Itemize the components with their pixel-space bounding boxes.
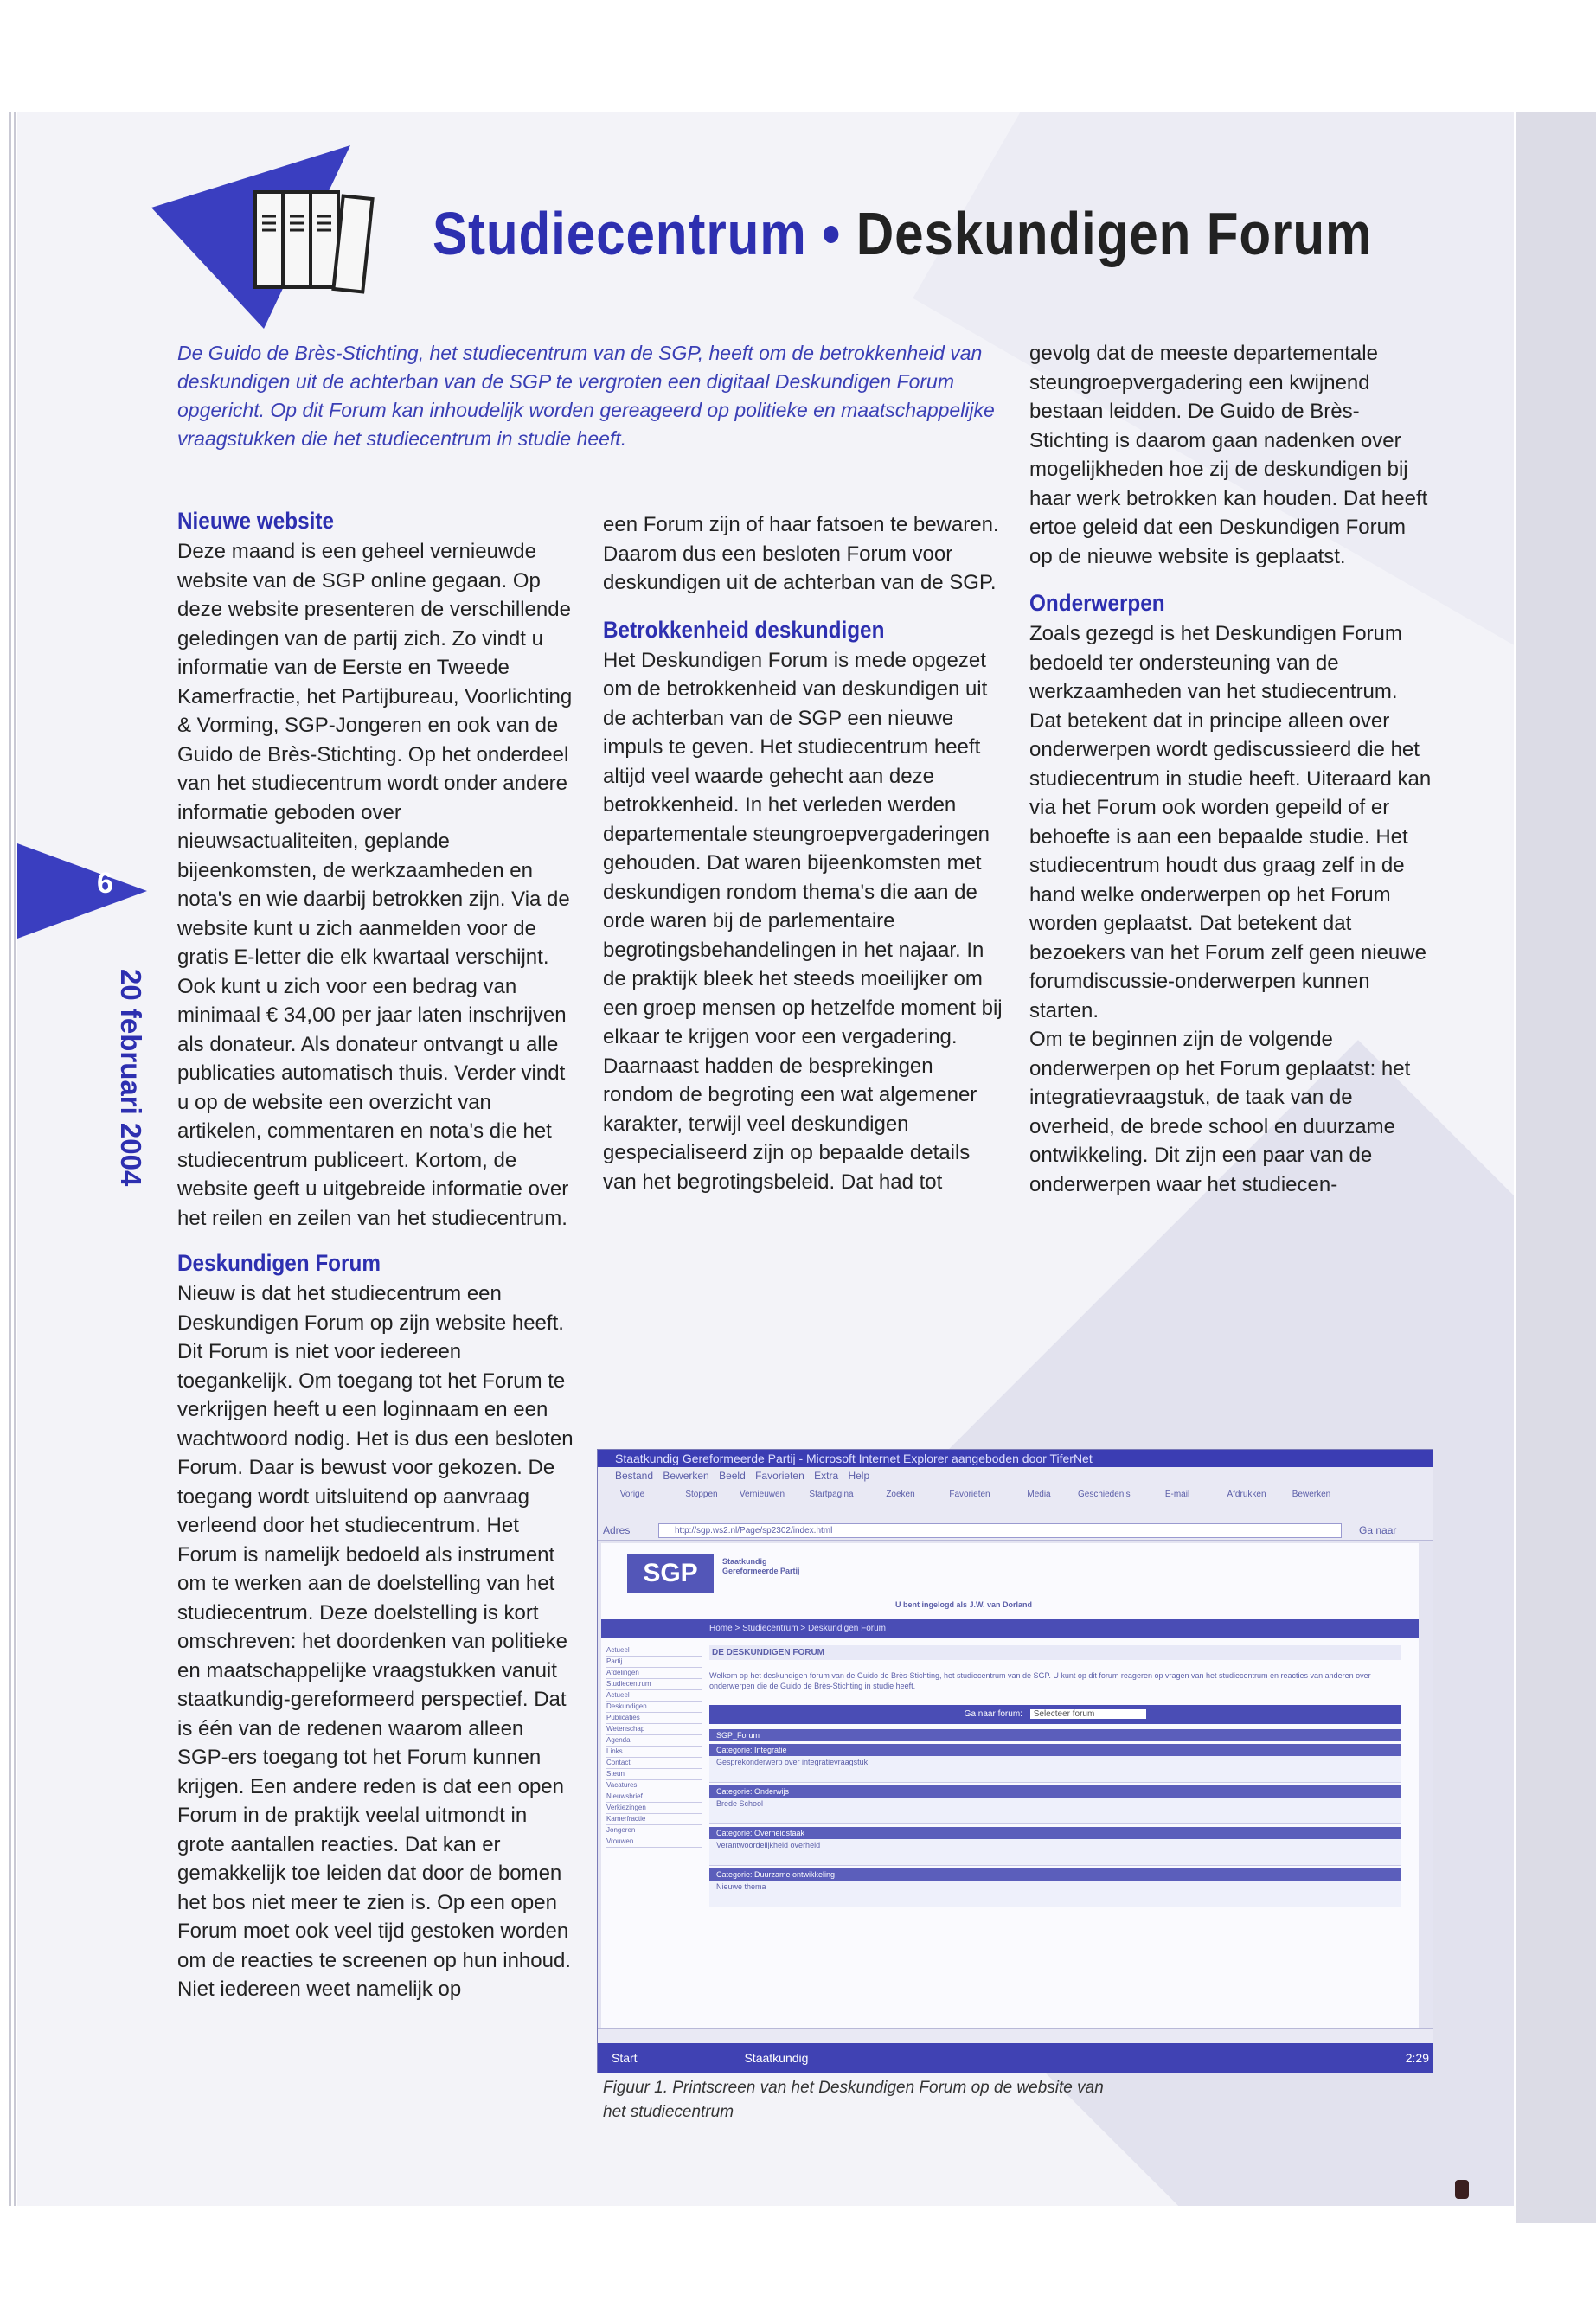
page-edge [9,112,11,2206]
forum-category: Categorie: Overheidstaak [709,1827,1401,1839]
start-button: Start [612,2051,638,2065]
forum-heading: DE DESKUNDIGEN FORUM [709,1645,1401,1660]
column-3 [1029,339,1432,1199]
forum-topic: Brede School [709,1798,1401,1824]
forum-category: Categorie: Duurzame ontwikkeling [709,1868,1401,1881]
forum-topic: Verantwoordelijkheid overheid [709,1839,1401,1866]
sidebar-item: Actueel [606,1645,702,1657]
toolbar-label: Favorieten [949,1490,990,1499]
title-bullet: • [822,200,842,267]
paragraph: Het Deskundigen Forum is mede opgezet om de betrokkenheid van deskundigen uit de achterban van de SGP een nieuwe impuls te geven. Het studiecentrum heeft altijd veel waarde gehecht aan deze betrokkenheid. In het verleden werden departementale steungroepvergaderingen gehouden. Dat waren bijeenkomsten met deskundigen rondom thema's die aan de orde waren bij de parlementaire begrotingsbehandelingen in het najaar. In de praktijk bleek het steeds moeilijker om een groep mensen op hetzelfde moment bij elkaar te krijgen voor een vergadering. Daarnaast hadden de besprekingen rondom de begroting een wat algemener karakter, terwijl veel deskundigen gespecialiseerd zijn op bepaalde details van het begrotingsbeleid. Dat had tot [603,648,1003,1194]
sgp-logo: SGP [627,1554,714,1593]
toolbar-label: Geschiedenis [1078,1490,1131,1499]
paragraph: Zoals gezegd is het Deskundigen Forum bedoeld ter ondersteuning van de werkzaamheden van het studiecentrum. Dat betekent dat in principe alleen over onderwerpen wordt gediscussieerd die het studiecentrum in studie heeft. Uiteraard kan via het Forum ook worden gepeild of er behoefte is aan een bepaalde studie. Het studiecentrum houdt dus graag zelf in de hand welke onderwerpen op het Forum worden geplaatst. Dat betekent dat bezoekers van het Forum zelf geen nieuwe forumdiscussie-onderwerpen kunnen starten. [1029,622,1432,1022]
title-part-2: Deskundigen Forum [856,200,1373,267]
forum-topic: Gesprekonderwerp over integratievraagstuk [709,1756,1401,1783]
page-edge [14,112,16,2206]
sidebar-item: Vrouwen [606,1836,702,1848]
sidebar-item: Jongeren [606,1825,702,1836]
next-page-edge [1516,112,1596,2223]
goto-forum-bar [709,1705,1401,1724]
issue-date-text: 20 februari 2004 [115,969,147,1187]
toolbar-label: Vernieuwen [739,1490,785,1499]
sidebar-item: Nieuwsbrief [606,1791,702,1803]
sidebar-item: Deskundigen [606,1702,702,1713]
page-number: 6 [97,867,113,900]
forum-screenshot-figure [597,1449,1433,2073]
taskbar-clock: 2:29 [1405,2051,1429,2065]
toolbar-label: Startpagina [809,1490,854,1499]
paragraph: Deze maand is een geheel vernieuwde website van de SGP online gegaan. Op deze website presenteren de verschillende geledingen van de partij zich. Zo vindt u informatie van de Eerste en Tweede Kamerfractie, het Partijbureau, Voorlichting & Vorming, SGP-Jongeren en ook van de Guido de Brès-Stichting. Op het onderdeel van het studiecentrum wordt onder andere informatie geboden over nieuwsactualiteiten, geplande bijeenkomsten, de werkzaamheden en nota's en wie daarbij betrokken zijn. Via de website kunt u zich aanmelden voor de gratis E-letter die elk kwartaal verschijnt. Ook kunt u zich voor een bedrag van minimaal € 34,00 per jaar laten inschrijven als donateur. Als donateur ontvangt u alle publicaties automatisch thuis. Verder vindt u op de website een overzicht van artikelen, commentaren en nota's die het studiecentrum publiceert. Kortom, de website geeft u uitgebreide informatie over het reilen en zeilen van het studiecentrum. [177,540,573,1230]
sidebar-item: Afdelingen [606,1668,702,1679]
address-bar [598,1521,1433,1541]
go-button: Ga naar [1359,1524,1397,1536]
sidebar-item: Kamerfractie [606,1814,702,1825]
page-number-tab [17,843,147,939]
toolbar-label: Zoeken [886,1490,915,1499]
taskbar-item: Staatkundig [744,2051,809,2065]
forum-topic: Nieuwe thema [709,1881,1401,1907]
page-header [138,130,1488,329]
paragraph: gevolg dat de meeste departementale steungroepvergadering een kwijnend bestaan leidden. De Guido de Brès-Stichting is daarom gaan nadenken over mogelijkheden hoe zij de deskundigen bij haar werk betrokken kan houden. Dat heeft ertoe geleid dat een Deskundigen Forum op de nieuwe website is geplaatst. [1029,342,1428,568]
sidebar-item: Publicaties [606,1713,702,1724]
address-label: Adres [603,1524,631,1536]
column-2 [603,510,1005,1196]
sidebar-item: Verkiezingen [606,1803,702,1814]
login-status: U bent ingelogd als J.W. van Dorland [895,1600,1033,1609]
browser-title-bar: Staatkundig Gereformeerde Partij - Microsoft Internet Explorer aangeboden door TiferNet [598,1450,1433,1467]
paragraph: een Forum zijn of haar fatsoen te bewaren. Daarom dus een besloten Forum voor deskundigen uit de achterban van de SGP. [603,513,999,594]
browser-content [601,1543,1419,2028]
intro-paragraph: De Guido de Brès-Stichting, het studiecentrum van de SGP, heeft om de betrokkenheid van deskundigen uit de achterban van de SGP te vergroten een digitaal Deskundigen Forum opgericht. Op dit Forum kan inhoudelijk worden gereageerd op politieke en maatschappelijke vraagstukken die het studiecentrum in studie heeft. [177,342,995,450]
sidebar-item: Partij [606,1657,702,1668]
sidebar-item: Links [606,1747,702,1758]
sidebar-item: Contact [606,1758,702,1769]
sidebar-item: Studiecentrum [606,1679,702,1690]
party-name: Staatkundig Gereformeerde Partij [722,1557,800,1575]
toolbar-label: E-mail [1164,1490,1190,1499]
windows-taskbar [598,2043,1433,2073]
page-title [433,199,1372,268]
paragraph: Nieuw is dat het studiecentrum een Deskundigen Forum op zijn website heeft. Dit Forum is niet voor iedereen toegankelijk. Om toegang tot het Forum te verkrijgen heeft u een loginnaam en een wachtwoord nodig. Het is dus een besloten Forum. Daar is bewust voor gekozen. De toegang wordt uitsluitend op aanvraag verleend door het studiecentrum. Het Forum is namelijk bedoeld als instrument om te werken aan de doelstelling van het studiecentrum. Deze doelstelling is kort omschreven: het doordenken van politieke en maatschappelijke vraagstukken vanuit staatkundig-gereformeerd perspectief. Dat is één van de redenen waarom alleen SGP-ers toegang tot het Forum kunnen krijgen. Een andere reden is dat een open Forum in de praktijk veelal uitmondt in grote aantallen reacties. Dat kan er gemakkelijk toe leiden dat door de bomen het bos niet meer te zien is. Op een open Forum moet ook veel tijd gestoken worden om de reacties te screenen op hun inhoud. Niet iedereen weet namelijk op [177,1282,574,2001]
forum-select: Selecteer forum [1030,1709,1147,1719]
address-field: http://sgp.ws2.nl/Page/sp2302/index.html [658,1523,1342,1538]
sidebar-item: Vacatures [606,1780,702,1791]
sidebar-item: Steun [606,1769,702,1780]
heading-betrokkenheid-deskundigen: Betrokkenheid deskundigen [603,616,885,643]
site-sidebar [606,1645,702,1848]
toolbar-label: Afdrukken [1227,1490,1266,1499]
heading-nieuwe-website: Nieuwe website [177,508,334,534]
browser-toolbar [598,1484,1433,1522]
paragraph: Om te beginnen zijn de volgende onderwerpen op het Forum geplaatst: het integratievraagstuk, de taak van de overheid, de brede school en duurzame ontwikkeling. Dit zijn een paar van de onderwerpen waar het studiecen- [1029,1028,1411,1196]
forum-category: Categorie: Onderwijs [709,1785,1401,1798]
forum-main [709,1645,1401,1907]
toolbar-label: Bewerken [1292,1490,1331,1499]
heading-onderwerpen: Onderwerpen [1029,590,1165,616]
browser-status-bar [598,2028,1433,2044]
sidebar-item: Agenda [606,1735,702,1747]
column-1 [177,506,580,2004]
browser-menu-bar: Bestand Bewerken Beeld Favorieten Extra Help [598,1467,1433,1484]
binder-clip [1455,2180,1469,2199]
sidebar-item: Actueel [606,1690,702,1702]
heading-deskundigen-forum: Deskundigen Forum [177,1250,381,1276]
issue-date [112,969,164,1194]
toolbar-label: Vorige [619,1490,645,1499]
figure-caption: Figuur 1. Printscreen van het Deskundigen Forum op de website van het studiecentrum [603,2079,1104,2121]
toolbar-label: Stoppen [685,1490,718,1499]
forum-welcome: Welkom op het deskundigen forum van de Guido de Brès-Stichting, het studiecentrum van de SGP. U kunt op dit forum reageren op vragen van het studiecentrum en reacties van anderen over onderwerpen die de Guido de Brès-Stichting in studie heeft. [709,1671,1371,1690]
bookshelf-icon [151,138,411,337]
sidebar-item: Wetenschap [606,1724,702,1735]
title-part-1: Studiecentrum [433,200,807,267]
breadcrumb: Home > Studiecentrum > Deskundigen Forum [601,1619,1419,1638]
forum-table-title: SGP_Forum [709,1729,1401,1741]
goto-label: Ga naar forum: [964,1709,1022,1719]
toolbar-label: Media [1027,1490,1051,1499]
forum-category: Categorie: Integratie [709,1744,1401,1756]
